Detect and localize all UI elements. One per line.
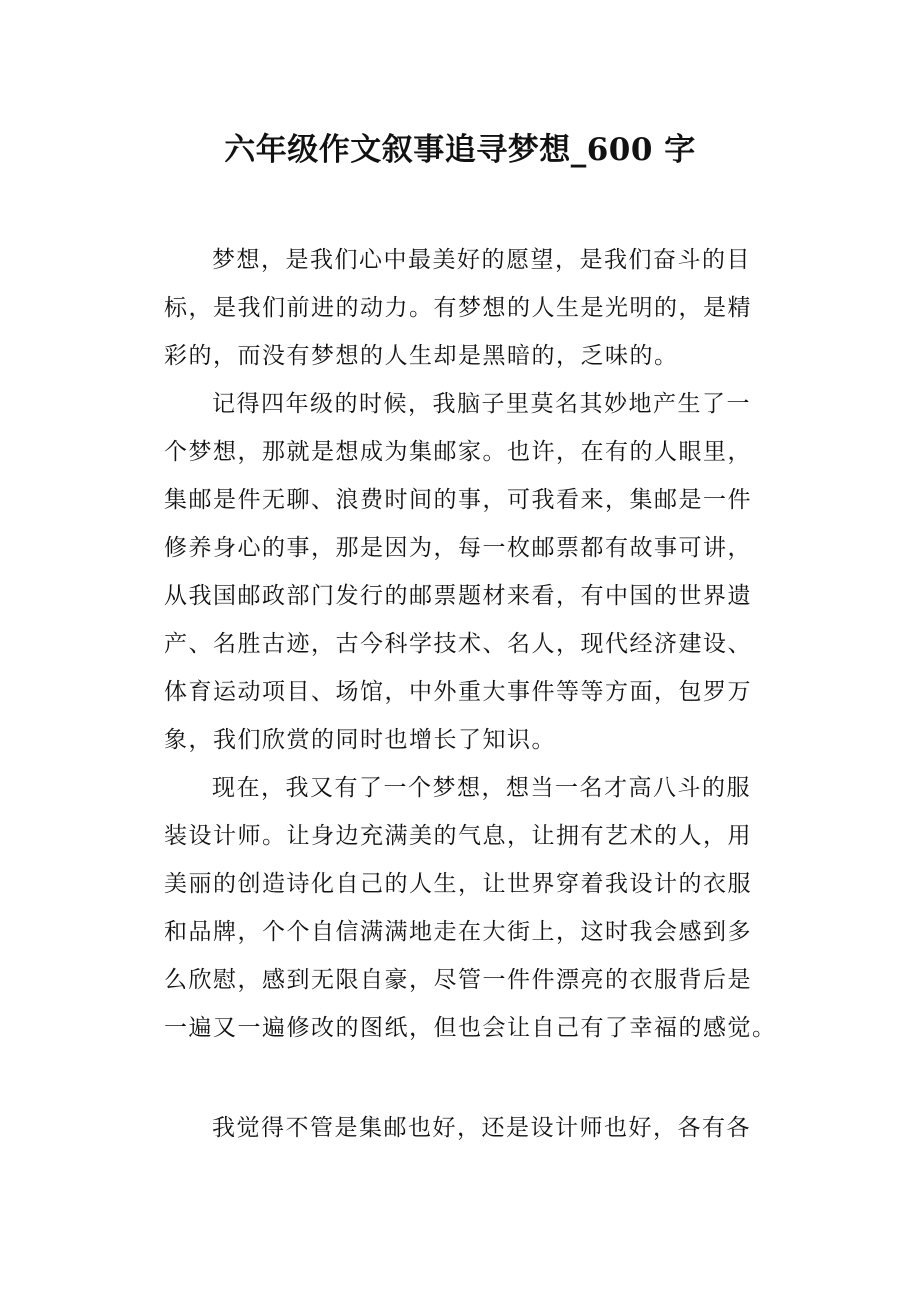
paragraph-2-line-8: 象，我们欣赏的同时也增长了知识。	[164, 727, 556, 753]
paragraph-1-line-2: 标，是我们前进的动力。有梦想的人生是光明的，是精	[164, 295, 752, 321]
paragraph-4-line-1: 我觉得不管是集邮也好，还是设计师也好，各有各	[212, 1115, 751, 1141]
paragraph-3-line-2: 装设计师。让身边充满美的气息，让拥有艺术的人，用	[164, 823, 752, 849]
paragraph-2-line-2: 个梦想，那就是想成为集邮家。也许，在有的人眼里，	[164, 439, 752, 465]
paragraph-3-line-1: 现在，我又有了一个梦想，想当一名才高八斗的服	[212, 775, 751, 801]
paragraph-2-line-6: 产、名胜古迹，古今科学技术、名人，现代经济建设、	[164, 631, 752, 657]
paragraph-2-line-4: 修养身心的事，那是因为，每一枚邮票都有故事可讲，	[164, 535, 752, 561]
paragraph-2-line-3: 集邮是件无聊、浪费时间的事，可我看来，集邮是一件	[164, 487, 752, 513]
paragraph-2-line-7: 体育运动项目、场馆，中外重大事件等等方面，包罗万	[164, 679, 752, 705]
paragraph-1-line-1: 梦想，是我们心中最美好的愿望，是我们奋斗的目	[212, 247, 751, 273]
document-title: 六年级作文叙事追寻梦想_600 字	[224, 132, 696, 168]
paragraph-3-line-6: 一遍又一遍修改的图纸，但也会让自己有了幸福的感觉。	[164, 1015, 777, 1041]
paragraph-3-line-3: 美丽的创造诗化自己的人生，让世界穿着我设计的衣服	[164, 871, 752, 897]
paragraph-3-line-4: 和品牌，个个自信满满地走在大街上，这时我会感到多	[164, 919, 752, 945]
paragraph-2-line-5: 从我国邮政部门发行的邮票题材来看，有中国的世界遗	[164, 583, 752, 609]
paragraph-2-line-1: 记得四年级的时候，我脑子里莫名其妙地产生了一	[212, 391, 751, 417]
paragraph-3-line-5: 么欣慰，感到无限自豪，尽管一件件漂亮的衣服背后是	[164, 967, 752, 993]
paragraph-1-line-3: 彩的，而没有梦想的人生却是黑暗的，乏味的。	[164, 343, 679, 369]
